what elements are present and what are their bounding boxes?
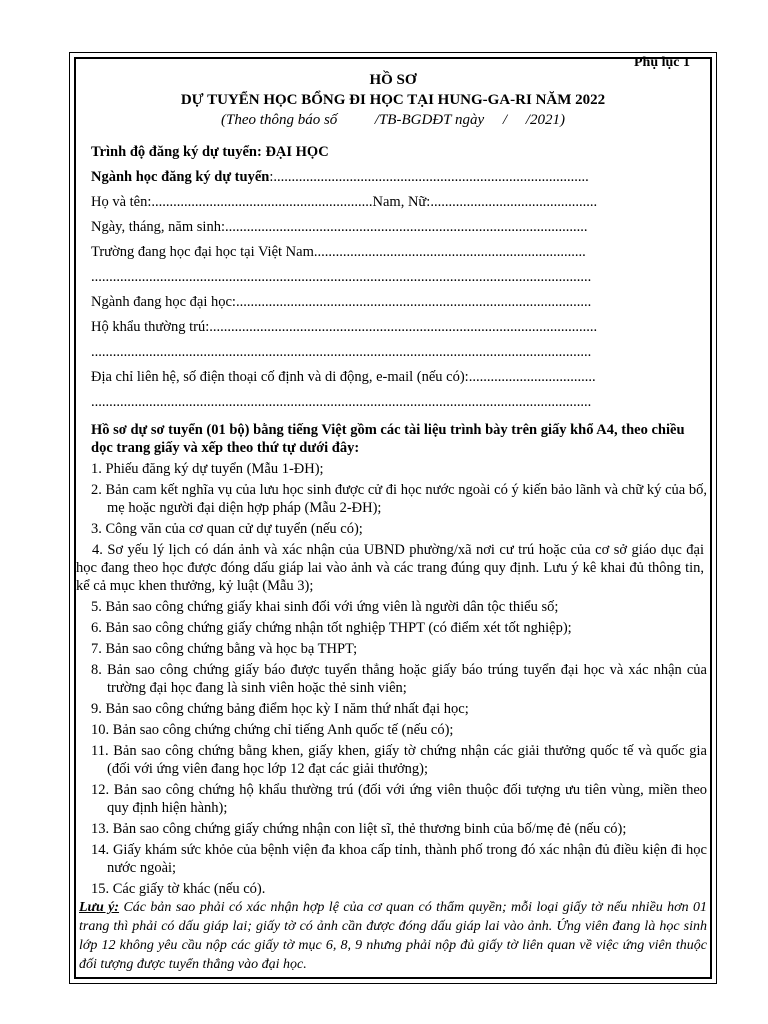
list-item: 8. Bản sao công chứng giấy báo được tuyển thẳng hoặc giấy báo trúng tuyển đại học và xác nhận của trường đại học đang là sinh viên hoặc thẻ sinh viên; — [91, 662, 707, 696]
field-residence-cont: .......................................................................................................................................... — [91, 344, 592, 360]
list-item: 6. Bản sao công chứng giấy chứng nhận tốt nghiệp THPT (có điểm xét tốt nghiệp); — [91, 620, 572, 636]
field-contact: Địa chỉ liên hệ, số điện thoại cố định và di động, e-mail (nếu có):................................... — [91, 369, 596, 385]
list-item: 12. Bản sao công chứng hộ khẩu thường trú (đối với ứng viên thuộc đối tượng ưu tiên vùng, miền theo quy định hiện hành); — [91, 782, 707, 816]
field-major-label: Ngành học đăng ký dự tuyển — [91, 169, 270, 185]
list-item: 1. Phiếu đăng ký dự tuyển (Mẫu 1-ĐH); — [91, 461, 324, 477]
list-item: 2. Bản cam kết nghĩa vụ của lưu học sinh được cử đi học nước ngoài có ý kiến bảo lãnh và chữ ký của bố, mẹ hoặc người đại diện hợp pháp (Mẫu 2-ĐH); — [91, 482, 707, 516]
list-item: 15. Các giấy tờ khác (nếu có). — [91, 881, 266, 897]
list-item: 13. Bản sao công chứng giấy chứng nhận con liệt sĩ, thẻ thương binh của bố/mẹ đẻ (nếu có); — [91, 821, 627, 837]
form-content — [76, 140, 707, 898]
documents-list — [76, 460, 707, 898]
field-contact-cont: .......................................................................................................................................... — [91, 394, 592, 410]
field-dob: Ngày, tháng, năm sinh:.................................................................................................... — [91, 219, 588, 235]
header-subtitle: DỰ TUYỂN HỌC BỔNG ĐI HỌC TẠI HUNG-GA-RI NĂM 2022 — [180, 92, 606, 108]
field-level — [91, 140, 707, 165]
list-item: 4. Sơ yếu lý lịch có dán ảnh và xác nhận của UBND phường/xã nơi cư trú hoặc của cơ sở giáo dục đại học đang theo học được đóng dấu giáp lai vào ảnh và các trang đúng quy định. Lưu ý kê khai đủ thông tin, kể cả mục khen thưởng, kỷ luật (Mẫu 3); — [76, 542, 704, 594]
list-item: 10. Bản sao công chứng chứng chỉ tiếng Anh quốc tế (nếu có); — [91, 722, 454, 738]
list-item: 14. Giấy khám sức khỏe của bệnh viện đa khoa cấp tỉnh, thành phố trong đó xác nhận đủ điều kiện đi học nước ngoài; — [91, 842, 707, 876]
field-major-dots: :....................................................................................... — [269, 169, 589, 185]
header-title: HỒ SƠ — [369, 72, 417, 88]
appendix-label: Phụ lục 1 — [634, 55, 691, 70]
list-item: 3. Công văn của cơ quan cử dự tuyển (nếu có); — [91, 521, 363, 537]
list-item: 5. Bản sao công chứng giấy khai sinh đối với ứng viên là người dân tộc thiểu số; — [91, 599, 559, 615]
list-item: 9. Bản sao công chứng bảng điểm học kỳ I năm thứ nhất đại học; — [91, 701, 469, 717]
list-item: 7. Bản sao công chứng bằng và học bạ THPT; — [91, 641, 358, 657]
note-text: Các bản sao phải có xác nhận hợp lệ của cơ quan có thẩm quyền; mỗi loại giấy tờ nếu nhiều hơn 01 trang thì phải có dấu giáp lai; giấy tờ có ảnh cần được đóng dấu giáp lai vào ảnh. Ứng viên đang là học sinh lớp 12 không yêu cầu nộp các giấy tờ mục 6, 8, 9 nhưng phải nộp đủ giấy tờ liên quan về việc ứng viên thuộc đối tượng được tuyển thẳng vào đại học. — [79, 900, 708, 972]
field-university-cont: .......................................................................................................................................... — [91, 269, 592, 285]
field-university: Trường đang học đại học tại Việt Nam........................................................................... — [91, 244, 586, 260]
header-reference: (Theo thông báo số /TB-BGDĐT ngày / /2021) — [221, 112, 565, 128]
field-major — [91, 165, 707, 190]
field-level-value: : ĐẠI HỌC — [256, 144, 329, 160]
document-header — [76, 70, 710, 130]
note-label: Lưu ý: — [79, 900, 120, 915]
field-current-major: Ngành đang học đại học:.................................................................................................. — [91, 294, 592, 310]
note — [79, 898, 707, 974]
list-item: 11. Bản sao công chứng bằng khen, giấy khen, giấy tờ chứng nhận các giải thưởng quốc tế và quốc gia (đối với ứng viên đang học lớp 12 đạt các giải thưởng); — [91, 743, 707, 777]
field-level-label: Trình độ đăng ký dự tuyển — [91, 144, 257, 160]
documents-title: Hồ sơ dự sơ tuyển (01 bộ) bằng tiếng Việt gồm các tài liệu trình bày trên giấy khổ A4, theo chiều dọc trang giấy và xếp theo thứ tự dưới đây: — [91, 422, 685, 456]
field-name: Họ và tên:.............................................................Nam, Nữ:.............................................. — [91, 194, 598, 210]
field-residence: Hộ khẩu thường trú:........................................................................................................... — [91, 319, 598, 335]
